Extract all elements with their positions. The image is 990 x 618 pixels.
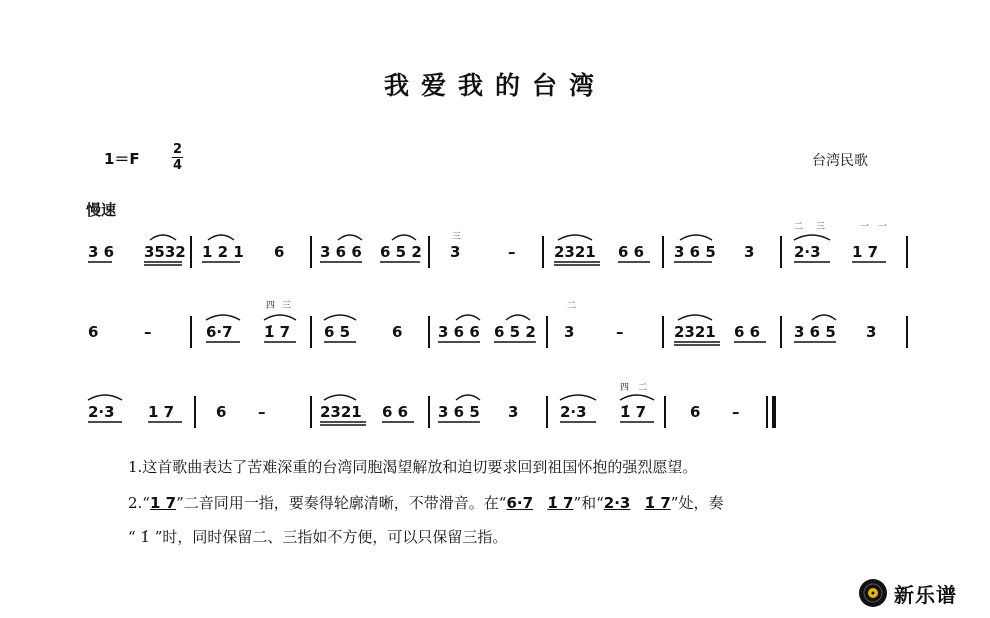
note-group: 3 6 5 (794, 323, 836, 341)
fingering-mark: 二 (567, 301, 577, 311)
note-2-text: ”和“ (573, 494, 604, 512)
note-group: 2·3 (560, 403, 587, 421)
note-group: 3 6 (88, 243, 115, 261)
site-logo (858, 578, 957, 608)
fingering-mark: 一 (878, 222, 888, 232)
fingering-mark: 三 (282, 301, 292, 311)
barline (780, 316, 782, 348)
fingering-mark: 三 (452, 232, 462, 242)
note-group: 3 (866, 323, 877, 341)
barline (906, 316, 908, 348)
note-group: 3 6 5 (674, 243, 716, 261)
attribution: 台湾民歌 (812, 153, 868, 169)
note-2-text: ”处，奏 (670, 494, 724, 512)
time-signature (172, 142, 183, 173)
note-group: 6 (392, 323, 403, 341)
barline (906, 236, 908, 268)
note-group: 3 (508, 403, 519, 421)
barline (546, 316, 548, 348)
time-signature-bottom: 4 (173, 158, 183, 173)
note-group: 6 5 (324, 323, 351, 341)
fingering-mark: 一 (860, 222, 870, 232)
note-group: 6 (274, 243, 285, 261)
notation-quote: 6·7 (506, 494, 534, 512)
barline (190, 236, 192, 268)
note-group: 6 5 2 (494, 323, 536, 341)
notation-quote: 2·3 (603, 494, 631, 512)
key-signature: 1＝F (104, 150, 140, 168)
sustain-dash: – (732, 403, 740, 421)
logo-text: 新乐谱 (894, 582, 957, 607)
final-barline-thin (766, 396, 768, 428)
barline (310, 236, 312, 268)
note-group: 6 5 2 (380, 243, 422, 261)
song-title: 我爱我的台湾 (383, 71, 606, 100)
note-group: 6 (216, 403, 227, 421)
sustain-dash: – (616, 323, 624, 341)
note-group: 3532 (144, 243, 186, 261)
barline (190, 316, 192, 348)
barline (310, 316, 312, 348)
fingering-mark: 二 (638, 383, 648, 393)
note-group: 1 7 (852, 243, 879, 261)
note-group: 6 6 (734, 323, 761, 341)
note-1: 1.这首歌曲表达了苦难深重的台湾同胞渴望解放和迫切要求回到祖国怀抱的强烈愿望。 (128, 458, 698, 476)
note-group: 1̇ 7 (620, 403, 647, 421)
note-2 (128, 492, 723, 513)
barline (546, 396, 548, 428)
barline (428, 236, 430, 268)
note-2-text: ”二音同用一指，要奏得轮廓清晰，不带滑音。在“ (176, 494, 507, 512)
note-group: 3 (564, 323, 575, 341)
sustain-dash: – (144, 323, 152, 341)
note-group: 3 6 6 (438, 323, 480, 341)
barline (428, 396, 430, 428)
note-group: 6 (690, 403, 701, 421)
note-group: 2321 (674, 323, 716, 341)
note-group: 3 (744, 243, 755, 261)
note-group: 2321 (320, 403, 362, 421)
sustain-dash: – (508, 243, 516, 261)
fingering-mark: 四 (620, 383, 630, 393)
vinyl-record-icon (858, 578, 888, 608)
barline (310, 396, 312, 428)
note-group: 6 6 (618, 243, 645, 261)
note-group: 6·7 (206, 323, 233, 341)
note-group: 6 6 (382, 403, 409, 421)
barline (780, 236, 782, 268)
note-group: 2·3 (794, 243, 821, 261)
note-group: 2321 (554, 243, 596, 261)
note-group: 1̇ 7 (264, 323, 291, 341)
note-2-text: 2.“ (128, 494, 150, 512)
tempo-marking: 慢速 (86, 201, 117, 219)
notation-quote: 1 7 (149, 494, 177, 512)
note-group: 1 2 1 (202, 243, 244, 261)
sustain-dash: – (258, 403, 266, 421)
fingering-mark: 四 (266, 301, 276, 311)
barline (662, 316, 664, 348)
notation-quote: 1̇ 7 (644, 494, 671, 512)
note-group: 3 (450, 243, 461, 261)
barline (662, 236, 664, 268)
final-barline-thick (772, 396, 776, 428)
note-group: 6 (88, 323, 99, 341)
fingering-mark: 二 (794, 222, 804, 232)
note-group: 3 6 5 (438, 403, 480, 421)
barline (428, 316, 430, 348)
note-group: 1 7 (148, 403, 175, 421)
notation-quote: 1̇ 7 (547, 494, 574, 512)
barline (194, 396, 196, 428)
time-signature-top: 2 (173, 142, 183, 157)
note-group: 2·3 (88, 403, 115, 421)
barline (664, 396, 666, 428)
note-group: 3 6 6 (320, 243, 362, 261)
barline (542, 236, 544, 268)
fingering-mark: 三 (816, 222, 826, 232)
note-2-continued: “ 1̇ ”时，同时保留二、三指如不方便，可以只保留三指。 (128, 528, 508, 546)
